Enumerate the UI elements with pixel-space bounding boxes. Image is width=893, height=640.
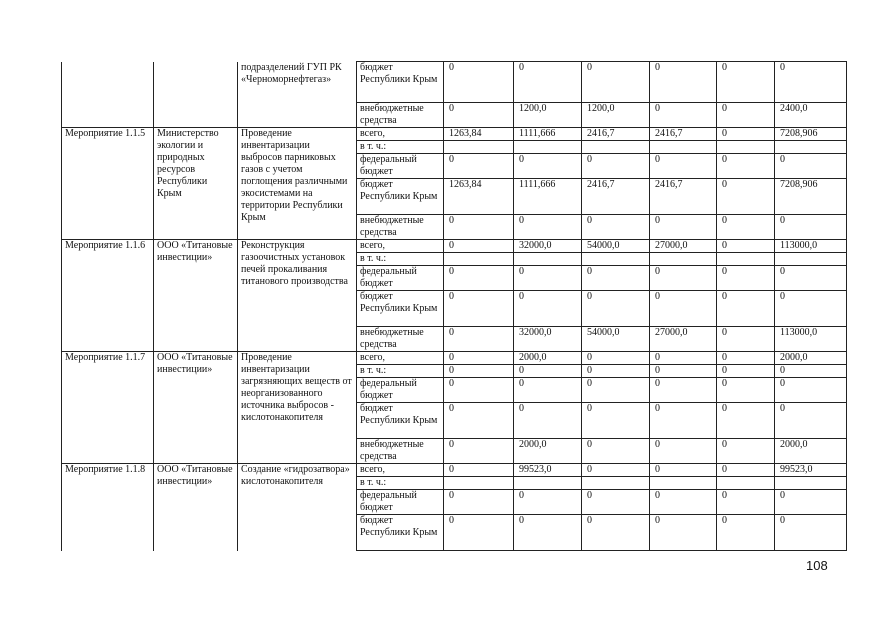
value-cell-5: 0 (717, 215, 775, 240)
value-cell-2: 0 (514, 266, 582, 291)
funding-source-cell: федеральный бюджет (357, 378, 444, 403)
content-cell: подразделений ГУП РК «Черноморнефтегаз» (238, 62, 357, 128)
value-cell-1: 0 (444, 327, 514, 352)
table-row (62, 464, 847, 477)
value-cell-5: 0 (717, 490, 775, 515)
value-cell-5: 0 (717, 179, 775, 215)
value-cell-6: 113000,0 (775, 240, 847, 253)
content-cell: Реконструкция газоочистных установок печей прокаливания титанового производства (238, 240, 357, 352)
value-cell-6: 0 (775, 266, 847, 291)
funding-source-cell: бюджет Республики Крым (357, 515, 444, 551)
value-cell-1: 0 (444, 352, 514, 365)
value-cell-1: 0 (444, 266, 514, 291)
value-cell-4: 0 (650, 266, 717, 291)
value-cell-5: 0 (717, 154, 775, 179)
value-cell-1: 1263,84 (444, 179, 514, 215)
value-cell-5 (717, 141, 775, 154)
value-cell-4 (650, 477, 717, 490)
funding-source-cell: всего, (357, 464, 444, 477)
value-cell-6: 0 (775, 215, 847, 240)
value-cell-4: 0 (650, 215, 717, 240)
value-cell-2: 0 (514, 490, 582, 515)
funding-source-cell: федеральный бюджет (357, 490, 444, 515)
value-cell-4: 0 (650, 365, 717, 378)
value-cell-4: 27000,0 (650, 327, 717, 352)
program-table (61, 61, 847, 551)
funding-source-cell: всего, (357, 128, 444, 141)
funding-source-cell: федеральный бюджет (357, 154, 444, 179)
value-cell-5: 0 (717, 291, 775, 327)
value-cell-6: 0 (775, 365, 847, 378)
value-cell-5: 0 (717, 378, 775, 403)
funding-source-cell: внебюджетные средства (357, 439, 444, 464)
value-cell-3: 1200,0 (582, 103, 650, 128)
value-cell-1: 0 (444, 403, 514, 439)
value-cell-1: 0 (444, 490, 514, 515)
table-body (62, 62, 847, 551)
funding-source-cell: бюджет Республики Крым (357, 179, 444, 215)
executor-cell (154, 62, 238, 128)
measure-name-cell: Мероприятие 1.1.7 (62, 352, 154, 464)
value-cell-3: 0 (582, 490, 650, 515)
value-cell-3: 0 (582, 464, 650, 477)
value-cell-4: 27000,0 (650, 240, 717, 253)
measure-name-cell: Мероприятие 1.1.8 (62, 464, 154, 551)
value-cell-5 (717, 477, 775, 490)
value-cell-4: 0 (650, 154, 717, 179)
value-cell-4: 0 (650, 515, 717, 551)
value-cell-4 (650, 253, 717, 266)
value-cell-2: 1111,666 (514, 179, 582, 215)
value-cell-3: 0 (582, 154, 650, 179)
value-cell-4: 2416,7 (650, 128, 717, 141)
executor-cell: ООО «Титановые инвестиции» (154, 464, 238, 551)
value-cell-5: 0 (717, 464, 775, 477)
value-cell-2 (514, 477, 582, 490)
funding-source-cell: бюджет Республики Крым (357, 291, 444, 327)
funding-source-cell: в т. ч.: (357, 141, 444, 154)
value-cell-3: 0 (582, 439, 650, 464)
value-cell-3 (582, 253, 650, 266)
value-cell-6: 0 (775, 515, 847, 551)
funding-source-cell: бюджет Республики Крым (357, 62, 444, 103)
value-cell-1 (444, 141, 514, 154)
value-cell-6: 0 (775, 154, 847, 179)
table-row (62, 240, 847, 253)
value-cell-5: 0 (717, 403, 775, 439)
value-cell-3: 0 (582, 365, 650, 378)
value-cell-4: 0 (650, 352, 717, 365)
value-cell-1: 0 (444, 464, 514, 477)
value-cell-6: 0 (775, 62, 847, 103)
value-cell-1: 0 (444, 62, 514, 103)
value-cell-3 (582, 141, 650, 154)
value-cell-2: 0 (514, 291, 582, 327)
value-cell-5: 0 (717, 352, 775, 365)
funding-source-cell: в т. ч.: (357, 365, 444, 378)
funding-source-cell: бюджет Республики Крым (357, 403, 444, 439)
funding-source-cell: всего, (357, 352, 444, 365)
value-cell-2 (514, 253, 582, 266)
value-cell-5: 0 (717, 62, 775, 103)
value-cell-6: 2400,0 (775, 103, 847, 128)
value-cell-2: 0 (514, 378, 582, 403)
value-cell-1: 0 (444, 365, 514, 378)
value-cell-1: 0 (444, 439, 514, 464)
value-cell-4: 0 (650, 403, 717, 439)
value-cell-3: 0 (582, 266, 650, 291)
value-cell-5: 0 (717, 240, 775, 253)
value-cell-3: 2416,7 (582, 179, 650, 215)
value-cell-2: 0 (514, 215, 582, 240)
executor-cell: ООО «Титановые инвестиции» (154, 352, 238, 464)
measure-name-cell: Мероприятие 1.1.6 (62, 240, 154, 352)
funding-source-cell: в т. ч.: (357, 477, 444, 490)
value-cell-3: 54000,0 (582, 327, 650, 352)
value-cell-1 (444, 477, 514, 490)
value-cell-5: 0 (717, 439, 775, 464)
value-cell-1: 0 (444, 215, 514, 240)
table-row (62, 128, 847, 141)
value-cell-3: 0 (582, 352, 650, 365)
content-cell: Проведение инвентаризации выбросов парниковых газов с учетом поглощения различными экосистемами на территории Республики Крым (238, 128, 357, 240)
value-cell-4: 0 (650, 378, 717, 403)
value-cell-2: 0 (514, 62, 582, 103)
value-cell-2: 32000,0 (514, 327, 582, 352)
value-cell-3 (582, 477, 650, 490)
value-cell-3: 0 (582, 515, 650, 551)
value-cell-2: 99523,0 (514, 464, 582, 477)
value-cell-2: 0 (514, 365, 582, 378)
value-cell-5 (717, 253, 775, 266)
value-cell-6: 2000,0 (775, 352, 847, 365)
value-cell-6: 7208,906 (775, 128, 847, 141)
value-cell-2: 1200,0 (514, 103, 582, 128)
value-cell-5: 0 (717, 327, 775, 352)
value-cell-4: 0 (650, 464, 717, 477)
table-row (62, 62, 847, 103)
value-cell-6: 113000,0 (775, 327, 847, 352)
value-cell-2: 0 (514, 154, 582, 179)
value-cell-5: 0 (717, 515, 775, 551)
value-cell-5: 0 (717, 266, 775, 291)
value-cell-4: 0 (650, 439, 717, 464)
measure-cell (62, 62, 154, 128)
value-cell-2 (514, 141, 582, 154)
value-cell-2: 32000,0 (514, 240, 582, 253)
content-cell: Создание «гидрозатвора» кислотонакопителя (238, 464, 357, 551)
value-cell-3: 0 (582, 215, 650, 240)
value-cell-6: 7208,906 (775, 179, 847, 215)
value-cell-1 (444, 253, 514, 266)
value-cell-3: 0 (582, 403, 650, 439)
content-cell: Проведение инвентаризации загрязняющих веществ от неорганизованного источника выбросов - кислотонакопителя (238, 352, 357, 464)
value-cell-4: 2416,7 (650, 179, 717, 215)
value-cell-2: 2000,0 (514, 352, 582, 365)
value-cell-4 (650, 141, 717, 154)
value-cell-4: 0 (650, 103, 717, 128)
value-cell-6: 0 (775, 490, 847, 515)
page-number: 108 (806, 558, 828, 573)
value-cell-1: 0 (444, 154, 514, 179)
funding-source-cell: в т. ч.: (357, 253, 444, 266)
value-cell-5: 0 (717, 365, 775, 378)
value-cell-5: 0 (717, 128, 775, 141)
value-cell-2: 2000,0 (514, 439, 582, 464)
value-cell-4: 0 (650, 490, 717, 515)
value-cell-3: 2416,7 (582, 128, 650, 141)
value-cell-6: 2000,0 (775, 439, 847, 464)
table-row (62, 352, 847, 365)
funding-source-cell: внебюджетные средства (357, 327, 444, 352)
measure-name-cell: Мероприятие 1.1.5 (62, 128, 154, 240)
funding-source-cell: всего, (357, 240, 444, 253)
value-cell-4: 0 (650, 291, 717, 327)
value-cell-1: 0 (444, 103, 514, 128)
value-cell-2: 0 (514, 515, 582, 551)
value-cell-3: 0 (582, 62, 650, 103)
value-cell-1: 0 (444, 378, 514, 403)
value-cell-2: 0 (514, 403, 582, 439)
value-cell-1: 1263,84 (444, 128, 514, 141)
value-cell-4: 0 (650, 62, 717, 103)
value-cell-1: 0 (444, 240, 514, 253)
funding-source-cell: внебюджетные средства (357, 103, 444, 128)
value-cell-2: 1111,666 (514, 128, 582, 141)
executor-cell: ООО «Титановые инвестиции» (154, 240, 238, 352)
funding-source-cell: внебюджетные средства (357, 215, 444, 240)
value-cell-1: 0 (444, 291, 514, 327)
value-cell-6: 0 (775, 291, 847, 327)
value-cell-6: 99523,0 (775, 464, 847, 477)
value-cell-3: 0 (582, 378, 650, 403)
executor-cell: Министерство экологии и природных ресурсов Республики Крым (154, 128, 238, 240)
value-cell-6: 0 (775, 403, 847, 439)
value-cell-6 (775, 477, 847, 490)
value-cell-6 (775, 253, 847, 266)
value-cell-3: 54000,0 (582, 240, 650, 253)
value-cell-6 (775, 141, 847, 154)
value-cell-3: 0 (582, 291, 650, 327)
value-cell-6: 0 (775, 378, 847, 403)
value-cell-5: 0 (717, 103, 775, 128)
funding-source-cell: федеральный бюджет (357, 266, 444, 291)
value-cell-1: 0 (444, 515, 514, 551)
